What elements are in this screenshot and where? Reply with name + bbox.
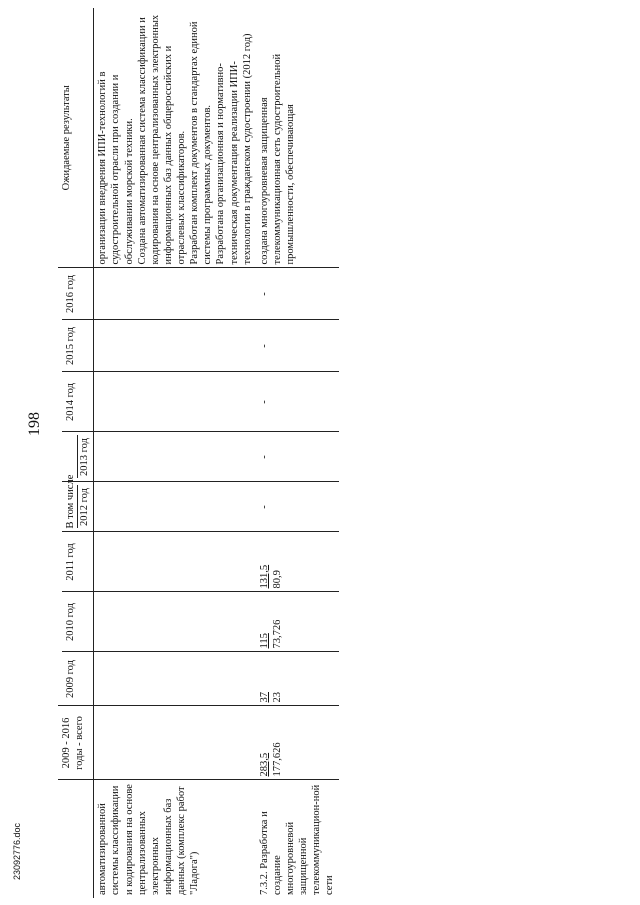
row-2016 [94, 268, 256, 320]
rotated-table-container [58, 8, 583, 898]
table-row [256, 8, 339, 898]
row-2010: 115 73,726 [256, 592, 339, 652]
header-year-2015: 2015 год [62, 320, 94, 372]
row-2016: - [256, 268, 339, 320]
header-year-2016: 2016 год [62, 268, 94, 320]
header-name-cell [58, 780, 94, 898]
row-2009 [94, 652, 256, 706]
row-total [94, 706, 256, 780]
row-result: создана многоуровневая защищенная телекоммуникационная сеть судостроительной промышленности, обеспечивающая [256, 8, 339, 268]
header-year-2010: 2010 год [62, 592, 94, 652]
row-2015: - [256, 320, 339, 372]
header-year-2011: 2011 год [62, 532, 94, 592]
row-2009: 37 23 [256, 652, 339, 706]
header-total: 2009 - 2016 годы - всего [58, 706, 94, 780]
footer-filename: 23092776.doc [12, 822, 22, 880]
row-2011 [94, 532, 256, 592]
row-name: 7.3.2. Разработка и создание многоуровневой защищенной телекоммуникацион-ной сети [258, 784, 336, 895]
header-year-2013: 2013 год [62, 432, 94, 482]
row-2013: - [256, 432, 339, 482]
row-2014: - [256, 372, 339, 432]
header-year-2014: 2014 год [62, 372, 94, 432]
row-2012 [94, 482, 256, 532]
row-2013 [94, 432, 256, 482]
row-2012: - [256, 482, 339, 532]
header-year-2009: 2009 год [62, 652, 94, 706]
row-total: 283,5 177,626 [256, 706, 339, 780]
row-2010 [94, 592, 256, 652]
row-result: организации внедрения ИПИ-технологий в судостроительной отрасли при создании и обслуживании морской техники. Создана автоматизированная система классификации и кодирования на основе централизованных электронных информационных баз данных общероссийских и отраслевых классификаторов. Разработан комплект документов в стандартах единой системы программных документов. Разработана организационная и нормативно-техническая документация реализации ИПИ-технологии в гражданском судостроении (2012 год) [94, 8, 256, 268]
header-in-that: В том числе [64, 486, 78, 529]
program-table [58, 8, 339, 898]
header-year-2012: В том числе 2012 год [62, 482, 94, 532]
header-expected: Ожидаемые результаты [58, 8, 94, 268]
row-name: автоматизированной системы классификации и кодирования на основе централизованных электронных информационных баз данных (комплекс работ "Ладога") [97, 784, 201, 895]
table-row [94, 8, 256, 898]
page-number: 198 [26, 412, 43, 436]
row-2014 [94, 372, 256, 432]
row-2011: 131,5 80,9 [256, 532, 339, 592]
row-2015 [94, 320, 256, 372]
